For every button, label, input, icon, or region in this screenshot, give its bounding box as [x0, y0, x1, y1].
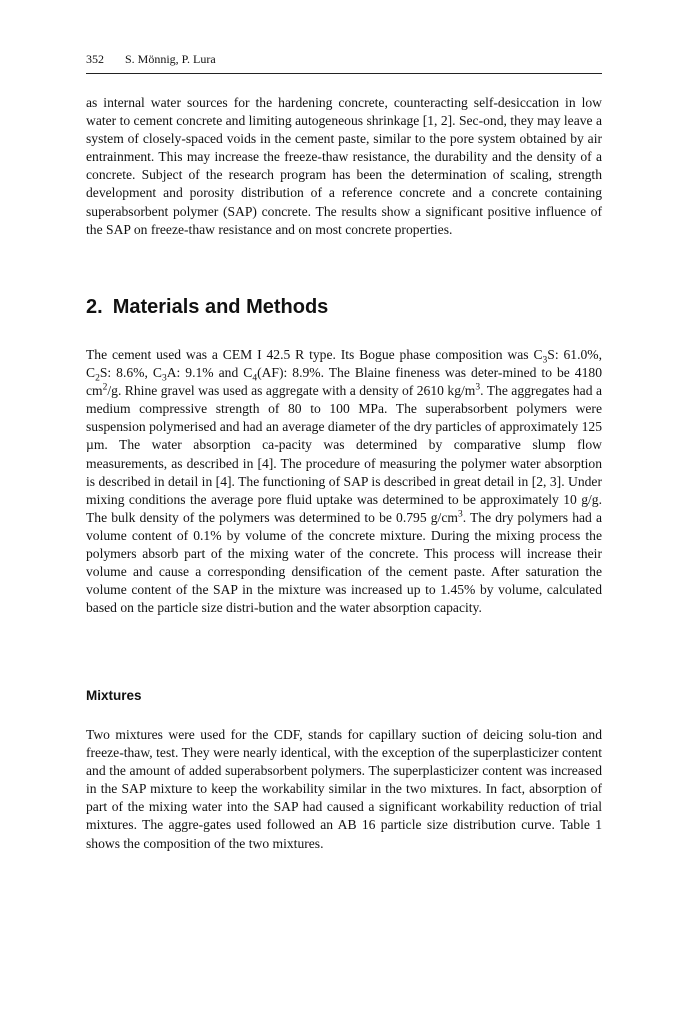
subscript: 4 — [252, 373, 258, 384]
subscript: 3 — [542, 355, 548, 366]
materials-text-3: S: 8.6%, C — [99, 365, 162, 381]
running-head — [86, 52, 602, 67]
materials-text-5: (AF): 8.9%. The Blaine fineness was deter-mined to be 4180 cm — [86, 365, 602, 399]
subscript: 2 — [95, 373, 100, 384]
materials-text-6: /g. Rhine gravel was used as aggregate with a density of 2610 kg/m — [107, 383, 476, 399]
superscript: 2 — [102, 382, 108, 393]
section-title: Materials and Methods — [112, 296, 329, 318]
page-number: 352 — [86, 52, 104, 66]
superscript: 3 — [457, 509, 463, 520]
materials-text-7: . The aggregates had a medium compressive strength of 80 to 100 MPa. The superabsorbent polymers were suspension polymerised and had an average diameter of the dry particles of approximately 125 µm. The water absorption ca-pacity was determined by comparative slump flow measurements, as described in [4]. The procedure of measuring the polymer water absorption is described in detail in [4]. The functioning of SAP is described in great detail in [2, 3]. Under mixing conditions the average pore fluid uptake was determined to be approximately 10 g/g. The bulk density of the polymers was determined to be 0.795 g/cm — [86, 383, 602, 525]
materials-text-2: S: 61.0%, C — [86, 347, 602, 381]
section-number: 2. — [86, 296, 103, 318]
header-rule — [86, 73, 602, 74]
materials-paragraph — [86, 346, 602, 617]
superscript: 3 — [475, 382, 481, 393]
running-head-authors: S. Mönnig, P. Lura — [125, 52, 216, 66]
materials-text-8: . The dry polymers had a volume content of 0.1% by volume of the concrete mixture. During the mixing process the polymers absorb part of the mixing water of the concrete. This process will increase their volume and cause a corresponding densification of the cement paste. After saturation the volume content of the SAP in the mixture was increased up to 1.45% by volume, calculated based on the particle size distri-bution and the water absorption capacity. — [86, 509, 602, 616]
subsection-heading: Mixtures — [86, 688, 142, 703]
materials-text-4: A: 9.1% and C — [166, 365, 253, 381]
subscript: 3 — [161, 373, 167, 384]
intro-paragraph: as internal water sources for the hardening concrete, counteracting self-desiccation in low water to cement concrete and limiting autogeneous shrinkage [1, 2]. Sec-ond, they may leave a system of closely-spaced voids in the cement paste, similar to the pore system obtained by air entrainment. This may increase the freeze-thaw resistance, the durability and the density of a concrete. Subject of the research program has been the determination of scaling, strength development and porosity distribution of a reference concrete and a concrete containing superabsorbent polymer (SAP) concrete. The results show a significant positive influence of the SAP on freeze-thaw resistance and on most concrete properties. — [86, 95, 602, 237]
materials-text-1: The cement used was a CEM I 42.5 R type. Its Bogue phase composition was C — [86, 347, 543, 362]
section-heading — [86, 296, 602, 319]
mixtures-paragraph: Two mixtures were used for the CDF, stands for capillary suction of deicing solu-tion and freeze-thaw, test. They were nearly identical, with the exception of the superplasticizer content and the amount of added superabsorbent polymers. The superplasticizer content was increased in the SAP mixture to keep the workability similar in the two mixtures. In fact, absorption of part of the mixing water into the SAP had caused a significant workability reduction of trial mixtures. The aggre-gates used followed an AB 16 particle size distribution curve. Table 1 shows the composition of the two mixtures. — [86, 727, 602, 851]
